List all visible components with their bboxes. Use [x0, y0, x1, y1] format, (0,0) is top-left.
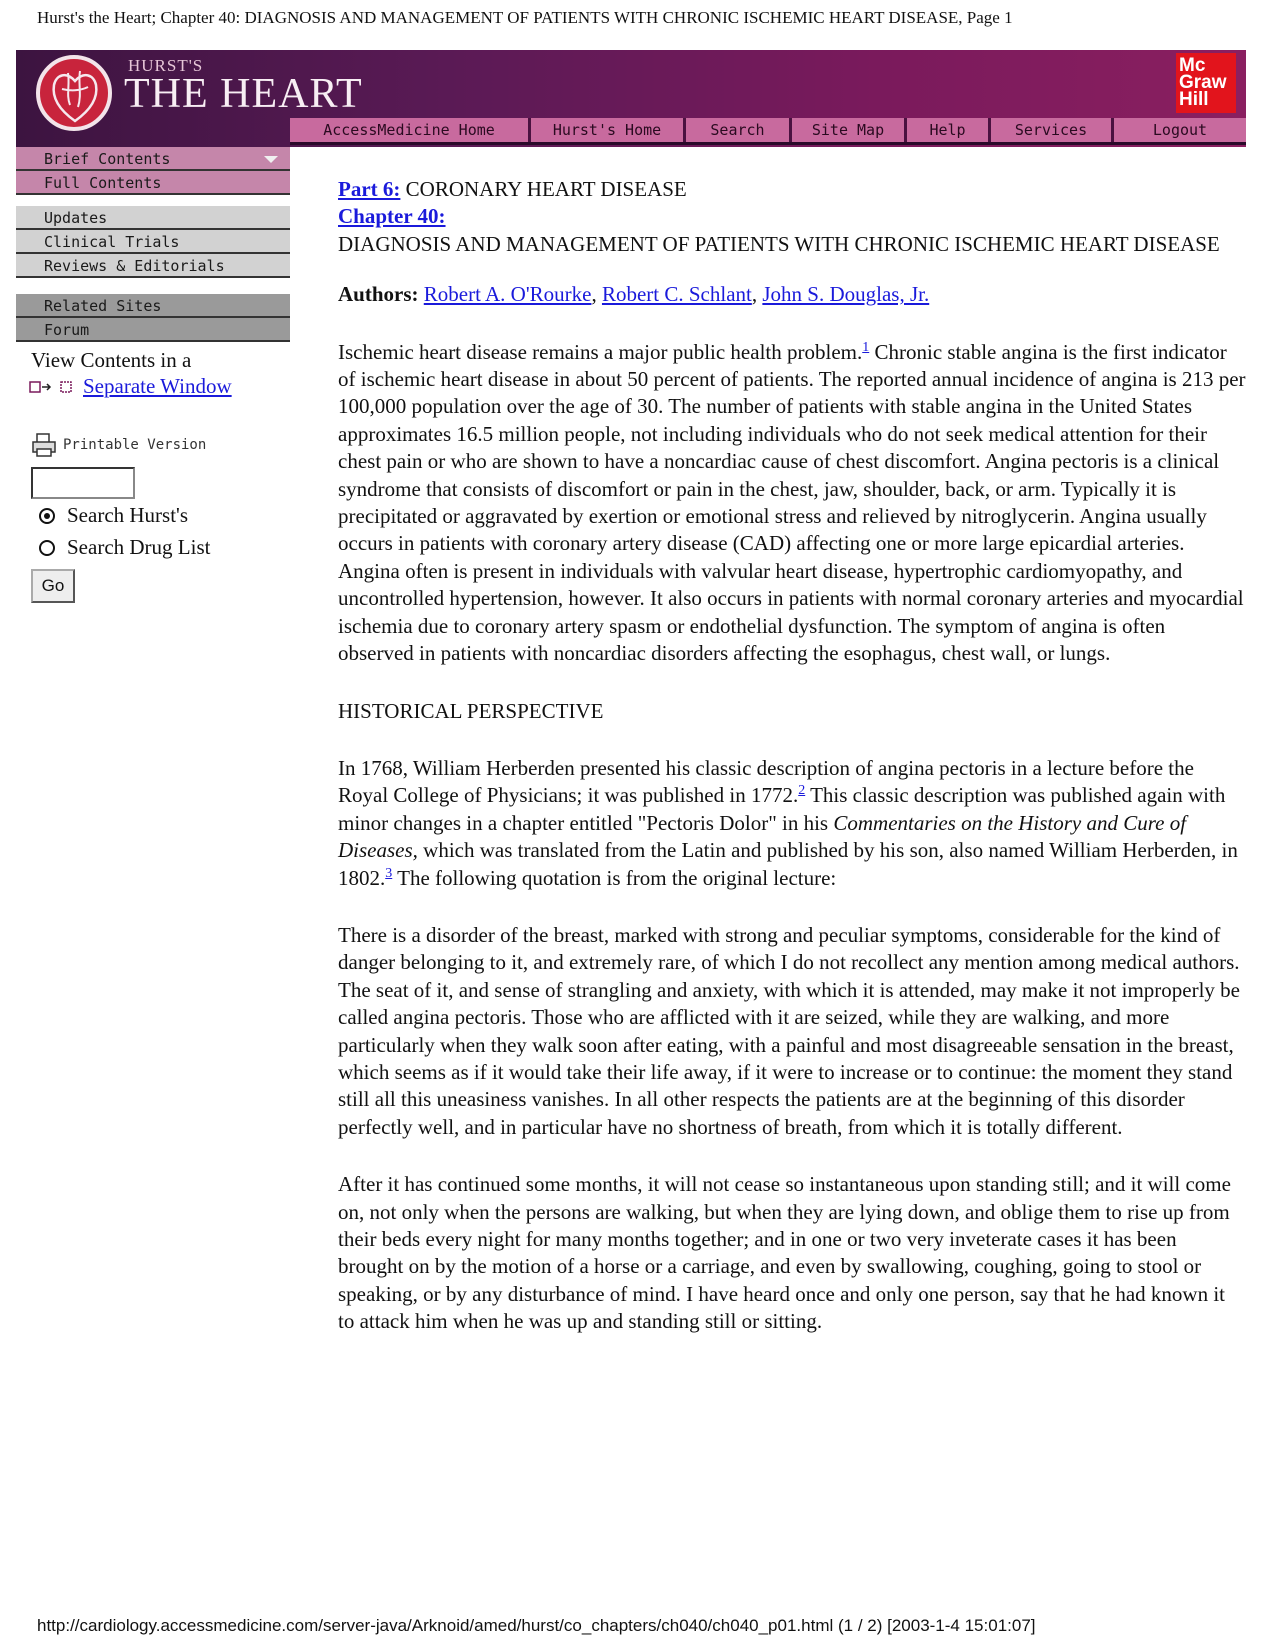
- chapter-title: DIAGNOSIS AND MANAGEMENT OF PATIENTS WITH CHRONIC ISCHEMIC HEART DISEASE: [338, 231, 1220, 256]
- radio-label: Search Hurst's: [67, 503, 189, 527]
- chapter-link[interactable]: Chapter 40:: [338, 204, 446, 229]
- sidebar-item-label: Brief Contents: [44, 150, 171, 168]
- text-run: which was translated from the Latin and published by his son, also named William Herberden, in 1802.: [338, 838, 1238, 890]
- view-contents-text: View Contents in a: [31, 348, 192, 372]
- authors-label: Authors:: [338, 282, 419, 307]
- sidebar-item-clinical-trials[interactable]: Clinical Trials: [16, 230, 290, 254]
- section-heading: HISTORICAL PERSPECTIVE: [338, 698, 604, 723]
- publisher-line: Graw: [1179, 72, 1227, 93]
- reference-link[interactable]: 3: [385, 865, 393, 881]
- text-run: This classic description was published again with minor changes in a chapter entitled "Pectoris Dolor" in his: [338, 783, 1226, 835]
- separate-window: [29, 374, 232, 399]
- search-input[interactable]: [31, 467, 135, 499]
- mcgraw-hill-logo[interactable]: [1176, 53, 1236, 113]
- new-window-icon: [29, 379, 79, 395]
- sidebar-item-forum[interactable]: Forum: [16, 318, 290, 342]
- contents-menu: [16, 147, 290, 195]
- part-title: CORONARY HEART DISEASE: [400, 177, 687, 201]
- chevron-down-icon[interactable]: [264, 156, 278, 163]
- printable-version-button[interactable]: [31, 432, 206, 458]
- top-nav: [290, 118, 1246, 145]
- external-menu: [16, 294, 290, 342]
- radio-search-drug-list[interactable]: [39, 535, 210, 560]
- article: [338, 176, 1246, 1336]
- publisher-line: Hill: [1179, 89, 1209, 110]
- radio-search-hursts[interactable]: [39, 503, 188, 528]
- brand-subtitle: HURST'S: [128, 56, 204, 75]
- sidebar-item-related-sites[interactable]: Related Sites: [16, 294, 290, 318]
- heart-logo-icon[interactable]: [36, 55, 112, 131]
- sidebar-item-reviews-editorials[interactable]: Reviews & Editorials: [16, 254, 290, 278]
- nav-services[interactable]: Services: [991, 118, 1114, 142]
- radio-selected-icon: [39, 508, 55, 524]
- reference-link[interactable]: 1: [862, 339, 870, 355]
- resources-menu: [16, 206, 290, 278]
- nav-logout[interactable]: Logout: [1114, 118, 1246, 142]
- publisher-line: Mc: [1179, 55, 1206, 76]
- author-link[interactable]: John S. Douglas, Jr.: [762, 282, 930, 307]
- sidebar-item-brief-contents[interactable]: [16, 147, 290, 171]
- blockquote-1: There is a disorder of the breast, marked with strong and peculiar symptoms, considerable for the kind of danger belonging to it, and extremely rare, of which I do not recollect any mention among medical authors. The seat of it, and sense of strangling and anxiety, with which it is attended, may make it not improperly be called angina pectoris. Those who are afflicted with it are seized, while they are walking, and more particularly when they walk soon after eating, with a painful and most disagreeable sensation in the breast, which seems as if it would take their life away, if it were to increase or to continue: the moment they stand still all this uneasiness vanishes. In all other respects the patients are at the beginning of this disorder perfectly well, and in particular have no shortness of breath, from which it is totally different.: [338, 922, 1240, 1139]
- reference-link[interactable]: 2: [798, 783, 806, 799]
- part-link[interactable]: Part 6:: [338, 177, 401, 201]
- radio-label: Search Drug List: [67, 535, 211, 559]
- text-run: The following quotation is from the original lecture:: [392, 865, 837, 890]
- separate-window-link[interactable]: Separate Window: [83, 374, 232, 398]
- text-run: Chronic stable angina is the first indicator of ischemic heart disease in about 50 percent of patients. The reported annual incidence of angina is 213 per 100,000 population over the age of 30. The number of patients with stable angina in the United States approximates 16.5 million people, not including individuals who do not seek medical attention for their chest pain or who are shown to have a noncardiac cause of chest discomfort. Angina pectoris is a clinical syndrome that consists of discomfort or pain in the chest, jaw, shoulder, back, or arm. Typically it is precipitated or aggravated by exertion or emotional stress and relieved by nitroglycerin. Angina usually occurs in patients with coronary artery disease (CAD) affecting one or more large epicardial arteries. Angina often is present in individuals with valvular heart disease, hypertrophic cardiomyopathy, and uncontrolled hypertension, however. It also occurs in patients with normal coronary arteries and myocardial ischemia due to coronary artery spasm or endothelial dysfunction. The symptom of angina is often observed in patients with noncardiac disorders affecting the esophagus, chest wall, or lungs.: [338, 339, 1246, 666]
- author-link[interactable]: Robert A. O'Rourke: [423, 282, 592, 307]
- nav-hursts-home[interactable]: Hurst's Home: [531, 118, 686, 142]
- authors-line: Authors: Robert A. O'Rourke, Robert C. Schlant, John S. Douglas, Jr.: [338, 282, 930, 307]
- sidebar-item-updates[interactable]: Updates: [16, 206, 290, 230]
- radio-unselected-icon: [39, 540, 55, 556]
- text-run: In 1768, William Herberden presented his classic description of angina pectoris in a lecture before the Royal College of Physicians; it was published in 1772.: [338, 755, 1194, 808]
- paragraph-history: [338, 755, 1246, 892]
- part-heading: [338, 176, 1246, 203]
- print-footer: http://cardiology.accessmedicine.com/server-java/Arknoid/amed/hurst/co_chapters/ch040/ch040_p01.html (1 / 2) [2003-1-4 15:01:07]: [37, 1616, 1036, 1635]
- nav-accessmedicine-home[interactable]: AccessMedicine Home: [290, 118, 531, 142]
- nav-search[interactable]: Search: [686, 118, 792, 142]
- sidebar-item-full-contents[interactable]: Full Contents: [16, 171, 290, 195]
- chapter-heading: [338, 203, 1246, 230]
- author-link[interactable]: Robert C. Schlant: [601, 282, 752, 307]
- brand-title[interactable]: THE HEART: [124, 71, 363, 117]
- nav-help[interactable]: Help: [907, 118, 991, 142]
- printable-version-label: Printable Version: [63, 437, 207, 453]
- book-title: Commentaries on the History and Cure of Diseases,: [338, 810, 1187, 863]
- nav-site-map[interactable]: Site Map: [792, 118, 907, 142]
- text-run: Ischemic heart disease remains a major public health problem.: [338, 339, 863, 364]
- printer-icon: [31, 432, 57, 458]
- go-button[interactable]: Go: [31, 569, 75, 603]
- paragraph-intro: [338, 339, 1246, 668]
- print-header: Hurst's the Heart; Chapter 40: DIAGNOSIS AND MANAGEMENT OF PATIENTS WITH CHRONIC ISCHEMIC HEART DISEASE, Page 1: [37, 8, 1013, 27]
- blockquote-2: After it has continued some months, it will not cease so instantaneous upon standing still; and it will come on, not only when the persons are walking, but when they are lying down, and oblige them to rise up from their beds every night for many months together; and in one or two very inveterate cases it has been brought on by the motion of a horse or a carriage, and even by swallowing, coughing, going to stool or speaking, or by any disturbance of mind. I have heard once and only one person, say that he had known it to attack him when he was up and standing still or sitting.: [338, 1172, 1231, 1334]
